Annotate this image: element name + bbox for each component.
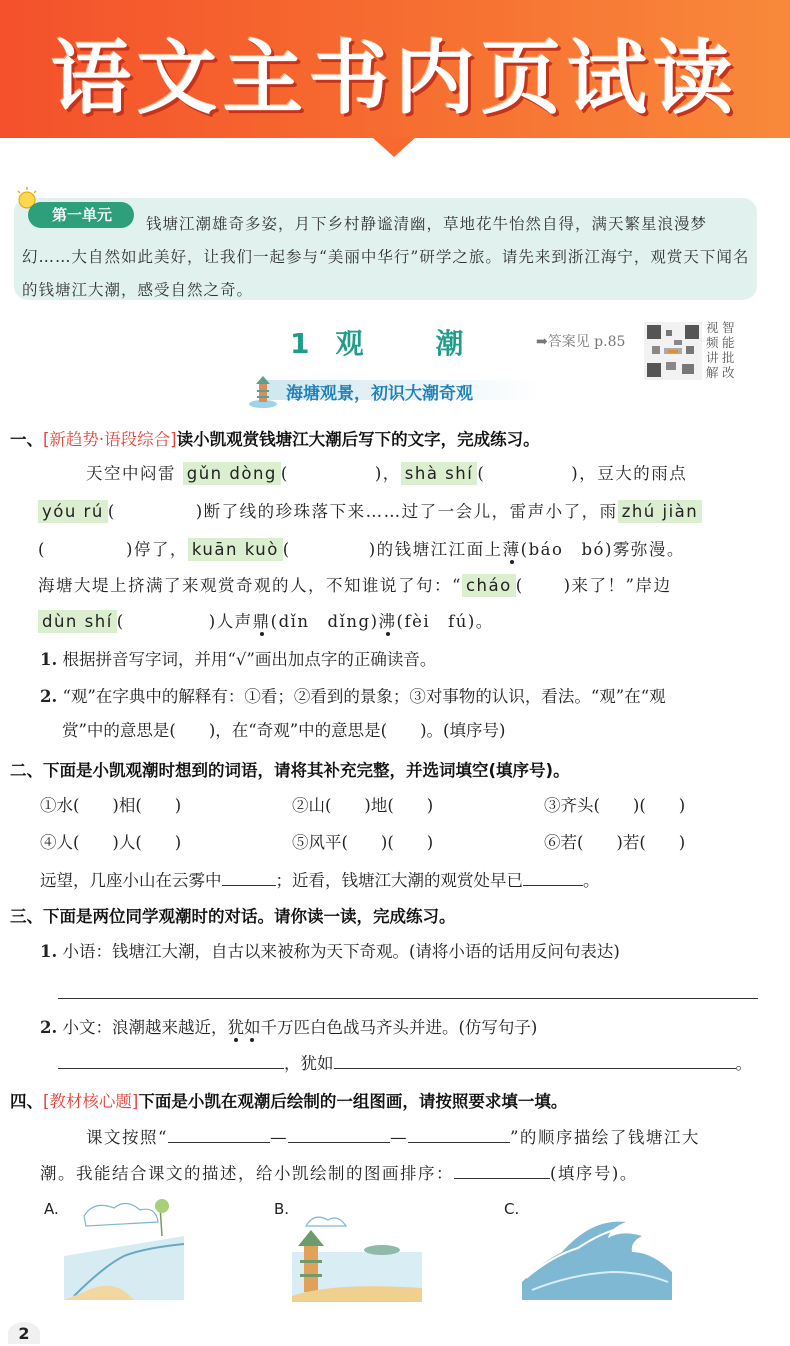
sub-text: 千万匹白色战马齐头并进。(仿写句子) — [260, 1018, 538, 1037]
page-number: 2 — [8, 1322, 40, 1344]
fill-blank[interactable] — [334, 1052, 736, 1069]
sub-text: 小语：钱塘江大潮，自古以来被称为天下奇观。(请将小语的话用反问句表达) — [62, 942, 620, 961]
q1-sub2-line-b — [62, 717, 505, 741]
sub-text: 赏”中的意思是( )，在“奇观”中的意思是( )。(填序号) — [62, 721, 506, 740]
q3-text: 下面是两位同学观潮时的对话。请你读一读，完成练习。 — [43, 907, 456, 926]
picture-a-shore — [64, 1196, 184, 1300]
answer-line[interactable] — [58, 998, 758, 999]
sub-text: 根据拼音写字词，并用“√”画出加点字的正确读音。 — [62, 650, 437, 669]
fill-blank[interactable] — [454, 1162, 550, 1179]
passage-text: )人声 — [208, 612, 253, 631]
lesson-title — [290, 322, 466, 362]
qr-side-labels — [706, 320, 742, 380]
passage-text: )断了线的珍珠落下来……过了一会儿，雷声小了，雨 — [195, 502, 618, 521]
fill-text: 远望，几座小山在云雾中 — [40, 871, 222, 890]
passage-line-3 — [38, 536, 685, 560]
pinyin-box: kuān kuò — [188, 538, 283, 561]
q2-fill-sentence — [40, 867, 600, 891]
passage-text: ( — [477, 464, 486, 483]
q2-text: 下面是小凯观潮时想到的词语，请将其补充完整，并选词填空(填序号)。 — [43, 761, 570, 780]
fill-text: — — [389, 1128, 408, 1147]
q1-text: 读小凯观赏钱塘江大潮后写下的文字，完成练习。 — [176, 430, 540, 449]
picture-c-wave — [522, 1212, 672, 1300]
fill-text: — — [269, 1128, 288, 1147]
fill-blank[interactable] — [222, 869, 276, 886]
passage-text: ( — [38, 540, 46, 559]
fill-blank[interactable] — [58, 1052, 284, 1069]
sub-number: 1. — [40, 942, 58, 961]
q4-tag: [教材核心题] — [43, 1092, 139, 1111]
passage-text: )来了！”岸边 — [563, 576, 672, 595]
pinyin-box: yóu rú — [38, 500, 108, 523]
dotted-char: 鼎 — [252, 612, 271, 631]
q1-sub2-line-a — [40, 683, 666, 707]
q3-prefix: 三、 — [10, 907, 43, 926]
fill-blank[interactable] — [168, 1126, 270, 1143]
q3-heading — [10, 903, 456, 927]
passage-text: )， — [374, 464, 401, 483]
fill-text: ；近看，钱塘江大潮的观赏处早已 — [275, 871, 523, 890]
unit-badge: 第一单元 — [28, 202, 134, 228]
q4-line-1 — [86, 1124, 700, 1148]
passage-text: )停了， — [125, 540, 188, 559]
passage-text: ( — [116, 612, 125, 631]
fill-blank[interactable] — [523, 869, 583, 886]
q1-heading — [10, 426, 540, 450]
q4-prefix: 四、 — [10, 1092, 43, 1111]
pinyin-box: shà shí — [401, 462, 478, 485]
passage-text: ( — [107, 502, 116, 521]
q2-item-5: ⑤风平( )( ) — [292, 833, 434, 852]
q4-heading — [10, 1088, 567, 1112]
fill-text: ”的顺序描绘了钱塘江大 — [509, 1128, 700, 1147]
qr-code[interactable] — [644, 322, 702, 380]
section-heading — [240, 372, 540, 404]
banner-arrow — [372, 137, 416, 157]
sub-text: 小文：浪潮越来越近， — [62, 1018, 228, 1037]
lesson-title-a: 观 — [335, 327, 366, 360]
q4-line-2 — [40, 1160, 638, 1184]
picture-b-pagoda — [292, 1212, 422, 1302]
passage-text: 海塘大堤上挤满了来观赏奇观的人，不知谁说了句：“ — [38, 576, 462, 595]
label-grading: 智能批改 — [722, 320, 735, 380]
sub-text: “观”在字典中的解释有：①看；②看到的景象；③对事物的认识，看法。“观”在“观 — [62, 687, 666, 706]
pinyin-box: gǔn dòng — [183, 462, 281, 485]
passage-text: (dǐn dǐng) — [270, 612, 379, 631]
picture-label-c: C. — [504, 1200, 520, 1218]
passage-text: ( — [280, 464, 289, 483]
dotted-char: 犹 — [227, 1018, 244, 1037]
passage-line-1 — [86, 460, 687, 484]
q2-item-2: ②山( )地( ) — [292, 796, 434, 815]
q2-item-6: ⑥若( )若( ) — [544, 833, 686, 852]
answer-reference: ➡答案见 p.85 — [536, 334, 626, 350]
fill-text: ，犹如 — [284, 1054, 334, 1073]
pinyin-box: cháo — [462, 574, 516, 597]
sub-number: 2. — [40, 1018, 58, 1037]
q2-item-1: ①水( )相( ) — [40, 796, 182, 815]
passage-text: )的钱塘江江面上 — [368, 540, 503, 559]
label-video: 视频讲解 — [706, 320, 719, 380]
passage-line-4 — [38, 572, 672, 596]
pinyin-box: dùn shí — [38, 610, 117, 633]
fill-blank[interactable] — [288, 1126, 390, 1143]
q1-tag: [新趋势·语段综合] — [43, 430, 177, 449]
q3-sub1 — [40, 938, 620, 962]
dotted-char: 如 — [243, 1018, 261, 1037]
fill-text: (填序号)。 — [550, 1164, 638, 1183]
q2-prefix: 二、 — [10, 761, 43, 780]
pagoda-icon — [248, 374, 278, 408]
q1-sub1 — [40, 646, 436, 670]
pinyin-box: zhú jiàn — [618, 500, 703, 523]
passage-text: (báo bó)雾弥漫。 — [520, 540, 685, 559]
passage-text: ( — [515, 576, 524, 595]
fill-text: 潮。我能结合课文的描述，给小凯绘制的图画排序： — [40, 1164, 454, 1183]
passage-text: 天空中闷雷 — [86, 464, 176, 483]
sub-number: 2. — [40, 687, 58, 706]
q3-sub2 — [40, 1014, 537, 1038]
section-heading-text: 海塘观景，初识大潮奇观 — [286, 384, 473, 404]
q2-item-4: ④人( )人( ) — [40, 833, 182, 852]
q4-text: 下面是小凯在观潮后绘制的一组图画，请按照要求填一填。 — [138, 1092, 568, 1111]
passage-line-5 — [38, 608, 494, 632]
dotted-char: 沸 — [378, 612, 397, 631]
q3-sub2-fill — [58, 1050, 752, 1074]
q1-prefix: 一、 — [10, 430, 43, 449]
passage-text: )，豆大的雨点 — [571, 464, 688, 483]
picture-label-b: B. — [274, 1200, 290, 1218]
passage-text: ( — [282, 540, 291, 559]
fill-blank[interactable] — [408, 1126, 510, 1143]
fill-text: 课文按照“ — [86, 1128, 168, 1147]
fill-text: 。 — [583, 871, 600, 890]
q2-item-3: ③齐头( )( ) — [544, 796, 686, 815]
picture-label-a: A. — [44, 1200, 59, 1218]
sub-number: 1. — [40, 650, 58, 669]
banner-title: 语文主书内页试读 — [51, 32, 739, 125]
dotted-char: 薄 — [502, 540, 521, 559]
lesson-number: 1 — [290, 327, 312, 360]
unit-intro-text: 钱塘江潮雄奇多姿，月下乡村静谧清幽，草地花牛怡然自得，满天繁星浪漫梦幻……大自然如此美好，让我们一起参与“美丽中华行”研学之旅。请先来到浙江海宁，观赏天下闻名的钱塘江大潮，感受自然之奇。 — [22, 215, 750, 299]
q2-heading — [10, 757, 570, 781]
passage-line-2 — [38, 498, 702, 522]
lesson-title-b: 潮 — [435, 327, 466, 360]
fill-text: 。 — [735, 1054, 752, 1073]
passage-text: (fèi fú)。 — [396, 612, 494, 631]
